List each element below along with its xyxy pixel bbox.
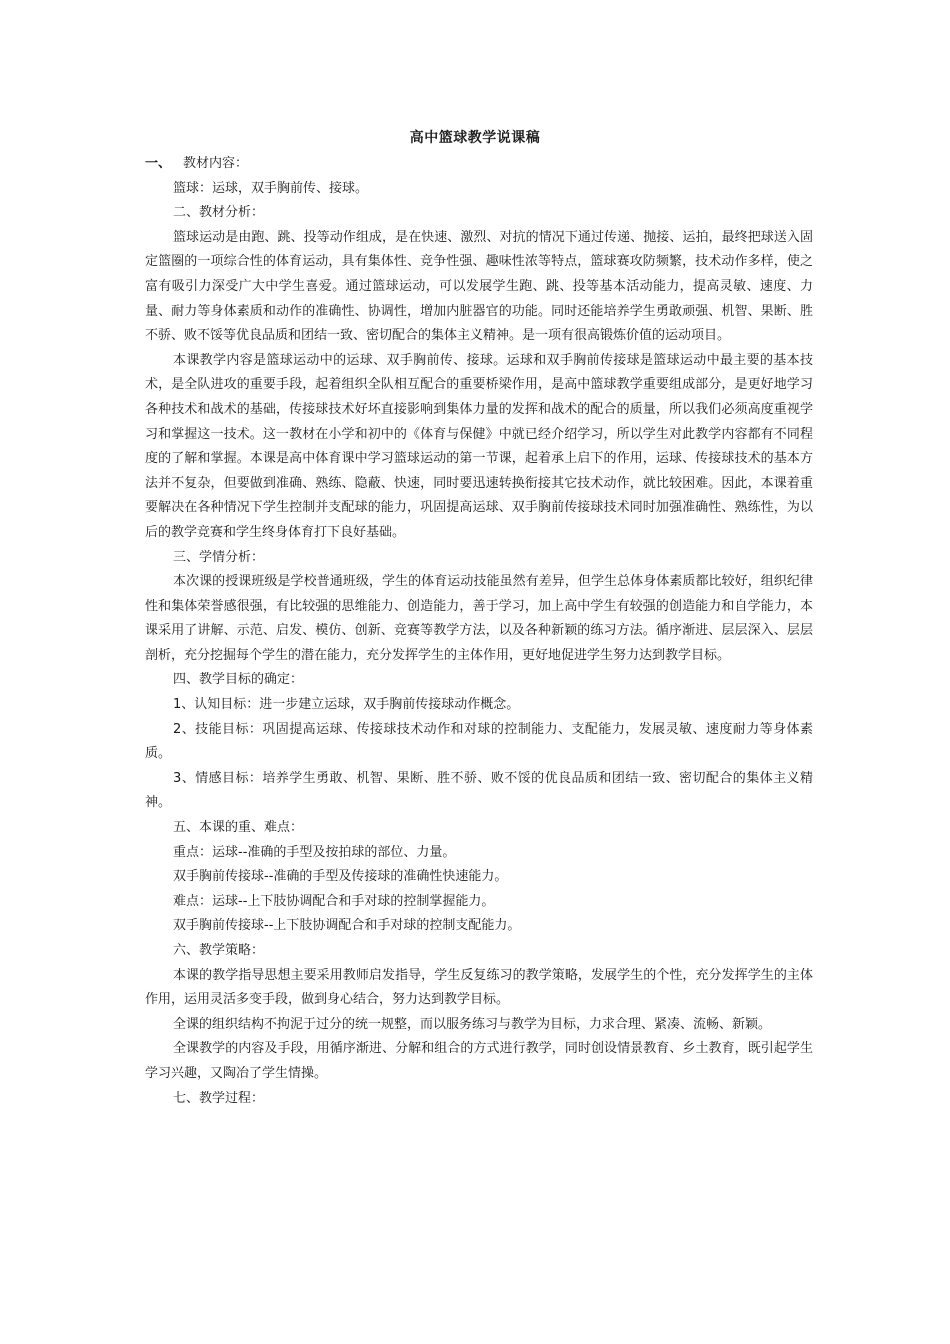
goal-cognitive: 1、认知目标：进一步建立运球，双手胸前传接球动作概念。 (173, 697, 520, 713)
difficulty-pass: 双手胸前传接球--上下肢协调配合和手对球的控制支配能力。 (173, 918, 521, 934)
section-6-paragraph-2: 全课的组织结构不拘泥于过分的统一规整，而以服务练习与教学为目标，力求合理、紧凑、流畅、新颖。 (173, 1016, 772, 1032)
key-point-dribble: 重点：运球--准确的手型及按拍球的部位、力量。 (173, 844, 456, 860)
document-body (145, 152, 813, 1111)
section-1-text: 篮球：运球，双手胸前传、接球。 (173, 180, 369, 196)
section-7-heading: 七、教学过程： (173, 1090, 265, 1106)
section-6-paragraph-1: 本课的教学指导思想主要采用教师启发指导，学生反复练习的教学策略，发展学生的个性，充分发挥学生的主体作用，运用灵活多变手段，做到身心结合，努力达到教学目标。 (145, 967, 813, 1008)
goal-skill: 2、技能目标：巩固提高运球、传接球技术动作和对球的控制能力、支配能力，发展灵敏、速度耐力等身体素质。 (145, 721, 813, 762)
goal-emotional: 3、情感目标：培养学生勇敢、机智、果断、胜不骄、败不馁的优良品质和团结一致、密切配合的集体主义精神。 (145, 770, 813, 811)
section-1-heading (145, 152, 813, 177)
document-title: 高中篮球教学说课稿 (409, 130, 541, 146)
section-2-paragraph-1: 篮球运动是由跑、跳、投等动作组成，是在快速、激烈、对抗的情况下通过传递、抛接、运拍，最终把球送入固定篮圈的一项综合性的体育运动，具有集体性、竞争性强、趣味性浓等特点，篮球赛攻防频繁，技术动作多样，使之富有吸引力深受广大中学生喜爱。通过篮球运动，可以发展学生跑、跳、投等基本活动能力，提高灵敏、速度、力量、耐力等身体素质和动作的准确性、协调性，增加内脏器官的功能。同时还能培养学生勇敢顽强、机智、果断、胜不骄、败不馁等优良品质和团结一致、密切配合的集体主义精神。是一项有很高锻炼价值的运动项目。 (145, 229, 813, 344)
section-6-paragraph-3: 全课教学的内容及手段，用循序渐进、分解和组合的方式进行教学，同时创设情景教育、乡土教育，既引起学生学习兴趣，又陶冶了学生情操。 (145, 1041, 813, 1081)
key-point-pass: 双手胸前传接球--准确的手型及传接球的准确性快速能力。 (173, 869, 508, 885)
difficulty-dribble: 难点：运球--上下肢协调配合和手对球的控制掌握能力。 (173, 893, 495, 909)
section-6-heading: 六、教学策略： (173, 943, 265, 958)
section-2-heading: 二、教材分析： (173, 205, 265, 221)
section-3-heading: 三、学情分析： (173, 549, 265, 565)
section-3-paragraph-1: 本次课的授课班级是学校普通班级，学生的体育运动技能虽然有差异，但学生总体身体素质都比较好，组织纪律性和集体荣誉感很强，有比较强的思维能力、创造能力，善于学习，加上高中学生有较强的创造能力和自学能力，本课采用了讲解、示范、启发、模仿、创新、竞赛等教学方法，以及各种新颖的练习方法。循序渐进、层层深入、层层剖析，充分挖掘每个学生的潜在能力，充分发挥学生的主体作用，更好地促进学生努力达到教学目标。 (145, 574, 813, 663)
section-1-number: 一、 (145, 156, 172, 171)
section-5-heading: 五、本课的重、难点： (173, 820, 304, 836)
section-2-paragraph-2: 本课教学内容是篮球运动中的运球、双手胸前传、接球。运球和双手胸前传接球是篮球运动中最主要的基本技术，是全队进攻的重要手段，起着组织全队相互配合的重要桥梁作用，是高中篮球教学重要组成部分，是更好地学习各种技术和战术的基础，传接球技术好坏直接影响到集体力量的发挥和战术的配合的质量，所以我们必须高度重视学习和掌握这一技术。这一教材在小学和初中的《体育与保健》中就已经介绍学习，所以学生对此教学内容都有不同程度的了解和掌握。本课是高中体育课中学习篮球运动的第一节课，起着承上启下的作用，运球、传接球技术的基本方法并不复杂，但要做到准确、熟练、隐蔽、快速，同时要迅速转换衔接其它技术动作，就比较困难。因此，本课着重要解决在各种情况下学生控制并支配球的能力，巩固提高运球、双手胸前传接球技术同时加强准确性、熟练性，为以后的教学竞赛和学生终身体育打下良好基础。 (145, 352, 813, 540)
section-1-heading-text: 教材内容： (183, 156, 249, 171)
section-4-heading: 四、教学目标的确定： (173, 672, 304, 688)
